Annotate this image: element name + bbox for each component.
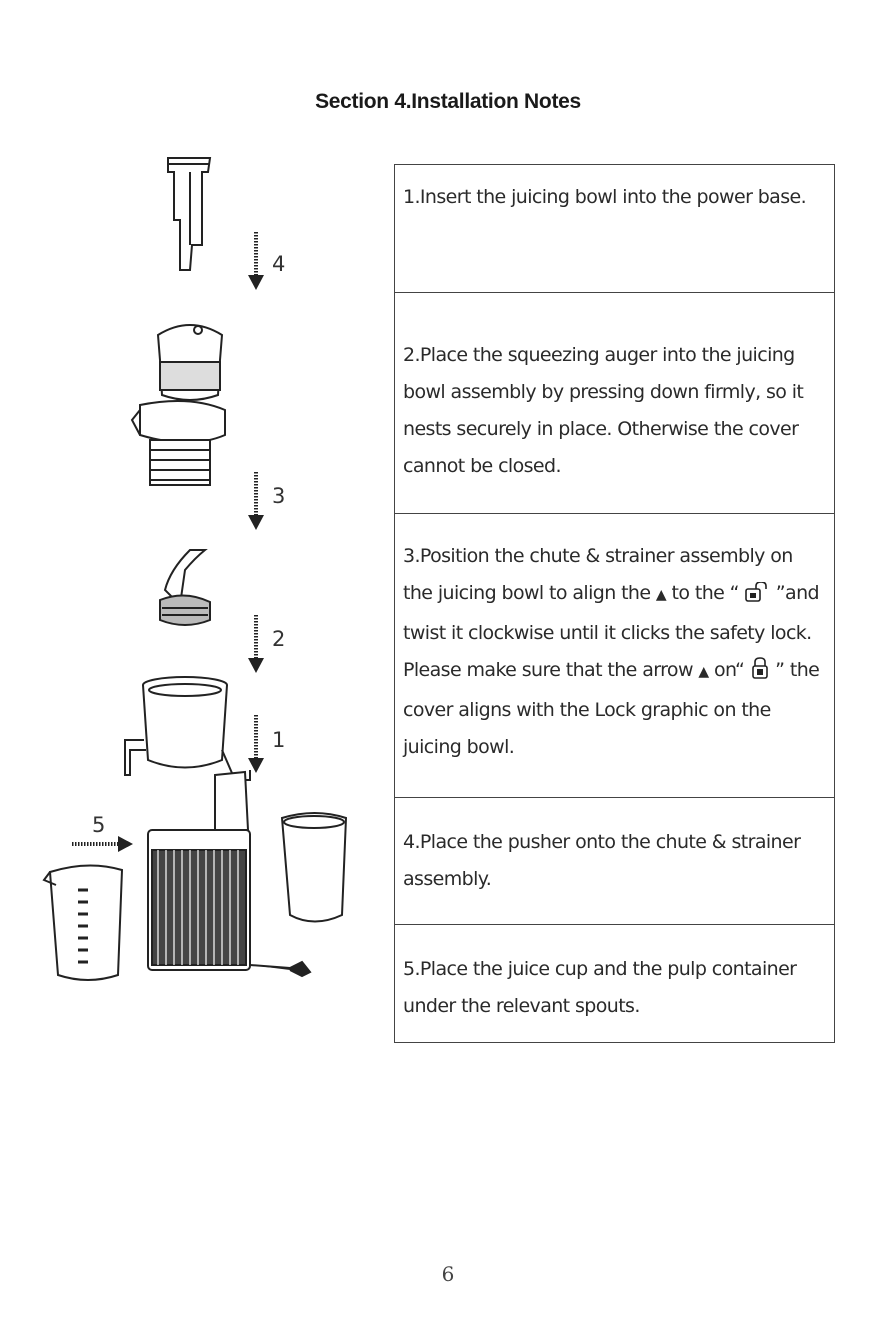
step-2-cell (395, 293, 834, 514)
triangle-mark: ▲ (655, 587, 667, 603)
pusher-part (168, 158, 210, 270)
pulp-container-part (282, 813, 346, 922)
step-3-text-b: to the “ (666, 582, 745, 604)
step-1-cell (395, 165, 834, 293)
right-arrow-icon (72, 836, 133, 852)
auger-part (160, 550, 210, 625)
lock-icon (750, 655, 770, 692)
installation-steps-table (394, 164, 835, 1043)
arrow-label-2: 2 (272, 627, 286, 651)
juicing-bowl-part (125, 677, 250, 780)
arrow-label-1: 1 (272, 728, 286, 752)
step-3-text-d: on“ (708, 659, 750, 681)
step-4-cell (395, 798, 834, 925)
step-3-text-a: 3.Position the chute & strainer assembly on the juicing bowl to align the (403, 545, 793, 604)
juice-cup-part (44, 865, 122, 980)
section-title: Section 4.Installation Notes (315, 90, 581, 113)
down-arrow-icon (248, 232, 264, 773)
arrow-label-3: 3 (272, 484, 286, 508)
triangle-mark-2: ▲ (698, 664, 709, 680)
step-5-cell (395, 925, 834, 1042)
step-1-text: 1.Insert the juicing bowl into the power base. (403, 186, 807, 208)
chute-strainer-part (132, 325, 225, 485)
unlock-icon (744, 578, 770, 615)
juicer-exploded-illustration (40, 150, 370, 990)
step-5-text: 5.Place the juice cup and the pulp container under the relevant spouts. (403, 958, 797, 1017)
step-4-text: 4.Place the pusher onto the chute & strainer assembly. (403, 831, 801, 890)
step-3-cell (395, 514, 834, 798)
arrow-label-5: 5 (92, 813, 106, 837)
page-number: 6 (441, 1262, 455, 1286)
step-3-text-e: ” the cover aligns with the Lock graphic on the juicing bowl. (403, 659, 820, 758)
arrow-label-4: 4 (272, 252, 286, 276)
step-2-text: 2.Place the squeezing auger into the juicing bowl assembly by pressing down firmly, so it nests securely in place. Otherwise the cover cannot be closed. (403, 344, 804, 477)
step-3-text-c: ”and twist it clockwise until it clicks the safety lock. Please make sure that the arrow (403, 582, 819, 681)
